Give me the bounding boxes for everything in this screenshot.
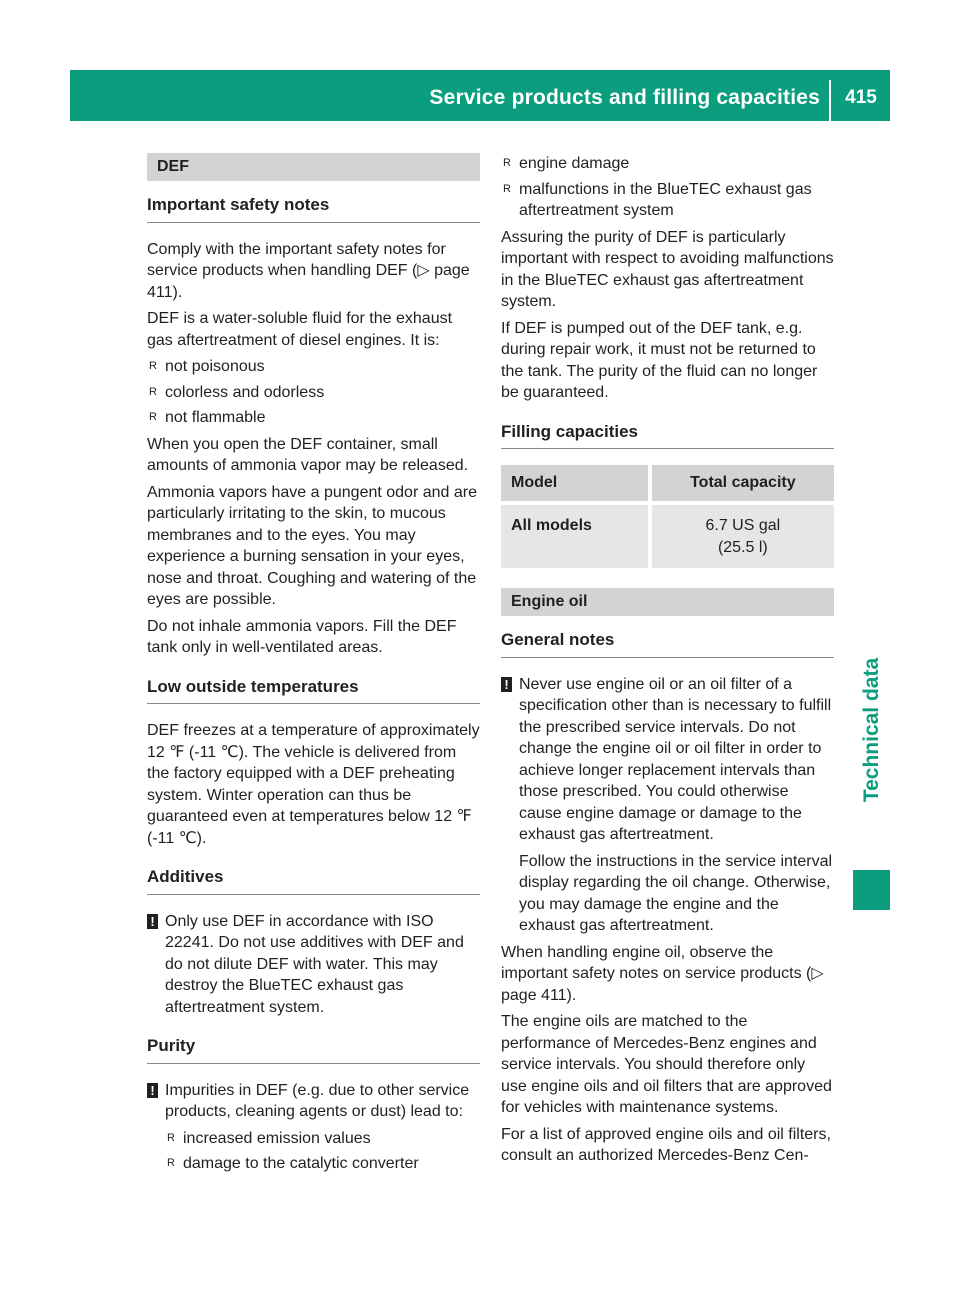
- bullet-list: [147, 1128, 480, 1175]
- paragraph: The engine oils are matched to the performance of Mercedes-Benz engines and service intervals. You should therefore only use engine oils and oil filters that are approved for vehicles with maintenance systems.: [501, 1013, 832, 1116]
- cell-model: All models: [501, 503, 650, 568]
- side-tab-label: Technical data: [859, 657, 883, 803]
- page-number: 415: [845, 87, 877, 108]
- heading-filling-capacities: Filling capacities: [501, 418, 834, 450]
- paragraph: Ammonia vapors have a pungent odor and are particularly irritating to the skin, to mucous membranes and to the eyes. You may experience a burning sensation in your eyes, nose and throat. Coughing and watering of the eyes are possible.: [147, 483, 477, 608]
- paragraph: If DEF is pumped out of the DEF tank, e.g. during repair work, it must not be returned to the tank. The purity of the fluid can no longer be guaranteed.: [501, 319, 818, 401]
- page-title: Service products and filling capacities: [429, 86, 820, 109]
- bullet-icon: R: [167, 1131, 175, 1144]
- side-marker: [853, 870, 890, 910]
- warning-icon: !: [147, 914, 158, 929]
- bullet-icon: R: [167, 1157, 175, 1169]
- paragraph: DEF freezes at a temperature of approximately 12 ℉ (-11 ℃). The vehicle is delivered from the factory equipped with a DEF preheating system. Winter operation can thus be guaranteed even at temperatures below 12 ℉ (-11 ℃).: [147, 722, 480, 847]
- warning-note: ! Impurities in DEF (e.g. due to other service products, cleaning agents or dust) lead to:: [147, 1080, 480, 1123]
- bullet-icon: R: [149, 360, 157, 372]
- warning-note: ! Only use DEF in accordance with ISO 22241. Do not use additives with DEF and do not dilute DEF with water. This may destroy the BlueTEC exhaust gas aftertreatment system.: [147, 911, 480, 1019]
- paragraph: For a list of approved engine oils and oil filters, consult an authorized Mercedes-Benz Cen-: [501, 1125, 831, 1164]
- list-item: R not flammable: [147, 407, 480, 429]
- heading-purity: Purity: [147, 1032, 480, 1064]
- bullet-list: [147, 356, 480, 429]
- column-header-capacity: Total capacity: [650, 465, 834, 503]
- side-tab[interactable]: [853, 600, 890, 860]
- paragraph: When you open the DEF container, small amounts of ammonia vapor may be released.: [147, 435, 469, 474]
- section-engine-oil: Engine oil: [501, 588, 834, 616]
- header-divider: [829, 80, 831, 121]
- paragraph: Do not inhale ammonia vapors. Fill the DEF tank only in well-ventilated areas.: [147, 617, 457, 656]
- cell-capacity: 6.7 US gal (25.5 l): [650, 503, 834, 568]
- list-item: R engine damage: [501, 153, 834, 175]
- paragraph: DEF is a water-soluble fluid for the exhaust gas aftertreatment of diesel engines. It is:: [147, 310, 453, 349]
- list-item: R colorless and odorless: [147, 382, 480, 404]
- table-header-row: [501, 465, 834, 503]
- paragraph: When handling engine oil, observe the important safety notes on service products (▷ page 411).: [501, 943, 824, 1004]
- paragraph: Comply with the important safety notes for service products when handling DEF (▷ page 411).: [147, 240, 470, 301]
- list-item: R increased emission values: [165, 1128, 480, 1150]
- heading-low-temperatures: Low outside temperatures: [147, 673, 480, 705]
- table-row: [501, 503, 834, 568]
- header-bar: [70, 70, 890, 121]
- list-item: R malfunctions in the BlueTEC exhaust gas aftertreatment system: [503, 180, 812, 219]
- heading-safety-notes: Important safety notes: [147, 191, 480, 223]
- list-item: R not poisonous: [147, 356, 480, 378]
- left-column: [147, 153, 480, 1180]
- heading-general-notes: General notes: [501, 626, 834, 658]
- column-header-model: Model: [501, 465, 650, 503]
- bullet-icon: R: [503, 157, 511, 169]
- right-column: [501, 153, 834, 1172]
- warning-note: ! Never use engine oil or an oil filter of a specification other than is necessary to fulfill the prescribed service intervals. Do not change the engine oil or oil filter in order to achieve longer replacement intervals than those prescribed. You could otherwise cause engine damage or damage to the exhaust gas aftertreatment. Follow the instructions in the service interval display regarding the oil change. Otherwise, you may damage the engine and the exhaust gas aftertreatment.: [501, 674, 834, 937]
- heading-additives: Additives: [147, 863, 480, 895]
- warning-icon: !: [501, 677, 512, 692]
- bullet-icon: R: [149, 385, 157, 398]
- paragraph: Assuring the purity of DEF is particularly important with respect to avoiding malfunctions in the BlueTEC exhaust gas aftertreatment system.: [501, 228, 834, 310]
- bullet-icon: R: [503, 182, 511, 195]
- capacity-table: [501, 465, 834, 568]
- warning-icon: !: [147, 1083, 158, 1098]
- list-item: R damage to the catalytic converter: [165, 1153, 480, 1175]
- bullet-icon: R: [149, 411, 157, 423]
- bullet-list: [483, 153, 834, 222]
- section-def: DEF: [147, 153, 480, 181]
